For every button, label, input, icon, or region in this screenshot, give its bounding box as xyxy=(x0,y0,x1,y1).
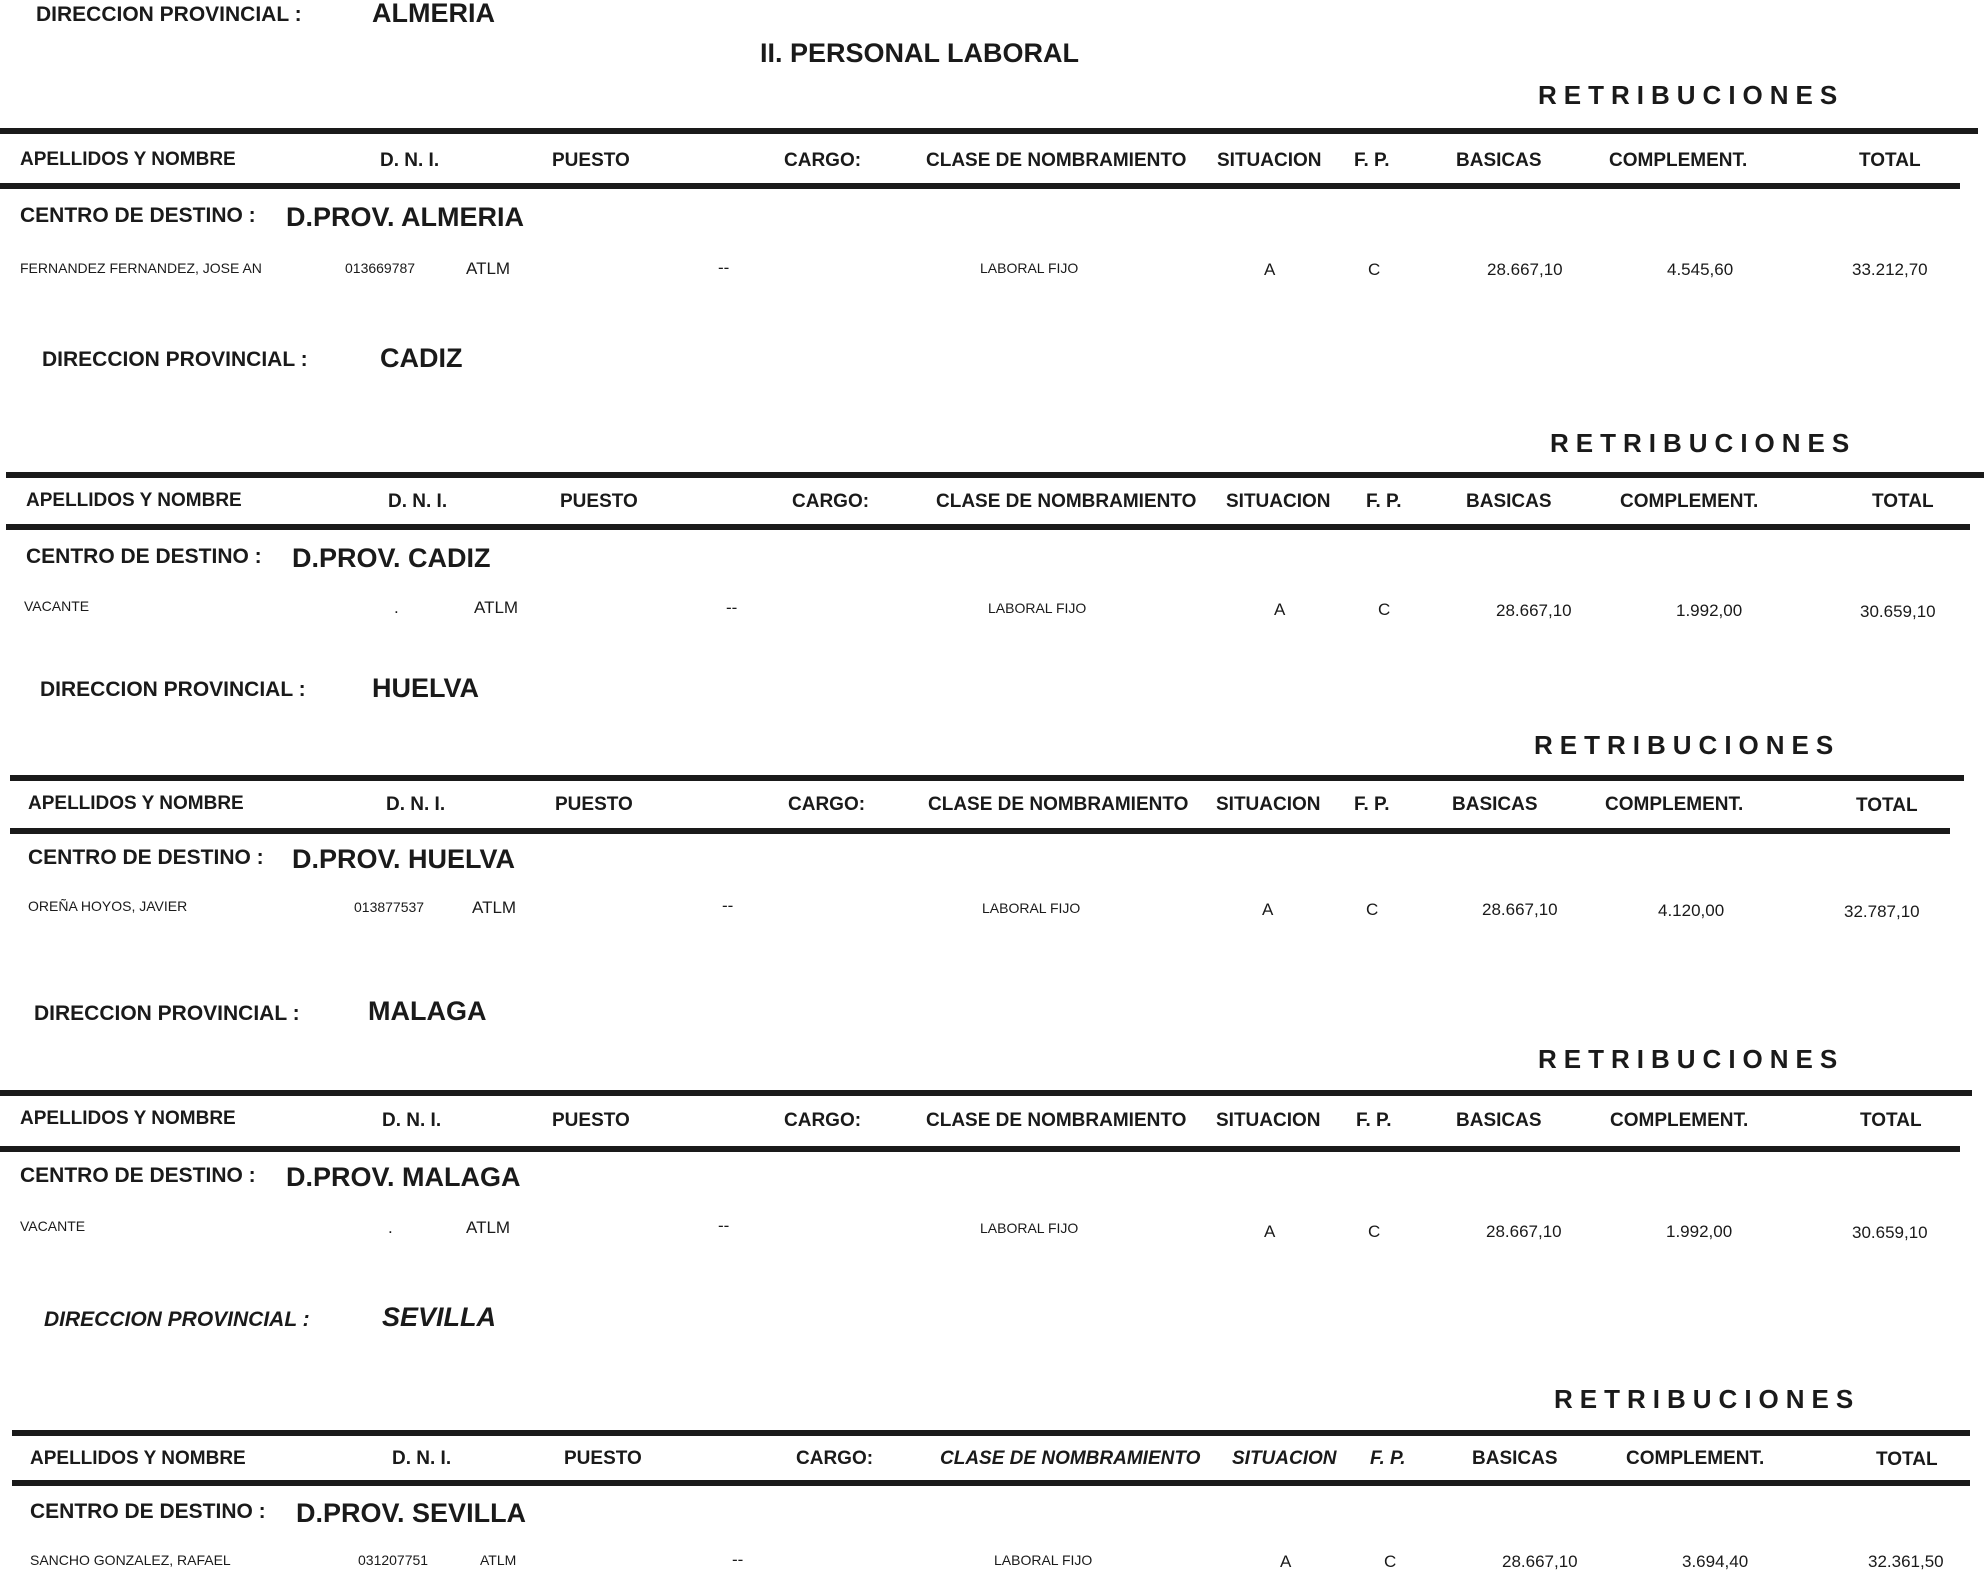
row-clase: LABORAL FIJO xyxy=(988,600,1087,616)
col-situacion: SITUACION xyxy=(1216,794,1321,815)
row-clase: LABORAL FIJO xyxy=(994,1552,1093,1568)
row-puesto: ATLM xyxy=(480,1552,517,1568)
centro-label: CENTRO DE DESTINO : xyxy=(26,545,262,568)
centro-name: D.PROV. MALAGA xyxy=(286,1162,521,1192)
header-top-rule xyxy=(12,1430,1970,1436)
row-dni: . xyxy=(394,598,399,617)
row-basicas: 28.667,10 xyxy=(1487,260,1563,279)
dp-provincia: HUELVA xyxy=(372,673,479,703)
col-complement: COMPLEMENT. xyxy=(1610,1110,1749,1131)
row-nombre: VACANTE xyxy=(20,1218,86,1234)
col-complement: COMPLEMENT. xyxy=(1605,794,1744,815)
col-total: TOTAL xyxy=(1856,795,1918,816)
col-puesto: PUESTO xyxy=(560,491,638,512)
centro-label: CENTRO DE DESTINO : xyxy=(30,1500,266,1523)
row-fp: C xyxy=(1384,1552,1397,1571)
col-dni: D. N. I. xyxy=(392,1448,452,1469)
col-cargo: CARGO: xyxy=(788,794,866,815)
col-fp: F. P. xyxy=(1370,1448,1406,1469)
col-total: TOTAL xyxy=(1860,1110,1922,1131)
row-cargo: -- xyxy=(722,896,734,915)
dp-label: DIRECCION PROVINCIAL : xyxy=(40,678,306,701)
centro-label: CENTRO DE DESTINO : xyxy=(20,204,256,227)
col-situacion: SITUACION xyxy=(1216,1110,1321,1131)
row-dni: . xyxy=(388,1218,393,1237)
centro-name: D.PROV. CADIZ xyxy=(292,543,491,573)
col-apellidos: APELLIDOS Y NOMBRE xyxy=(30,1448,246,1469)
col-cargo: CARGO: xyxy=(784,1110,862,1131)
row-nombre: VACANTE xyxy=(24,598,90,614)
header-bottom-rule xyxy=(10,828,1950,834)
row-total: 30.659,10 xyxy=(1860,602,1936,621)
dp-provincia: CADIZ xyxy=(380,343,463,373)
row-clase: LABORAL FIJO xyxy=(982,900,1081,916)
col-clase: CLASE DE NOMBRAMIENTO xyxy=(928,794,1189,815)
retribuciones-heading: RETRIBUCIONES xyxy=(1538,80,1845,110)
col-cargo: CARGO: xyxy=(796,1448,874,1469)
row-puesto: ATLM xyxy=(474,598,519,617)
col-puesto: PUESTO xyxy=(555,794,633,815)
col-clase: CLASE DE NOMBRAMIENTO xyxy=(926,1110,1187,1131)
header-top-rule xyxy=(0,1090,1972,1096)
row-situacion: A xyxy=(1262,900,1274,919)
col-complement: COMPLEMENT. xyxy=(1626,1448,1765,1469)
row-fp: C xyxy=(1378,600,1391,619)
row-nombre: SANCHO GONZALEZ, RAFAEL xyxy=(30,1552,231,1568)
header-bottom-rule xyxy=(0,1146,1960,1152)
centro-label: CENTRO DE DESTINO : xyxy=(28,846,264,869)
col-clase: CLASE DE NOMBRAMIENTO xyxy=(936,491,1197,512)
col-cargo: CARGO: xyxy=(784,150,862,171)
row-cargo: -- xyxy=(732,1550,744,1569)
row-total: 32.361,50 xyxy=(1868,1552,1944,1571)
centro-name: D.PROV. SEVILLA xyxy=(296,1498,527,1528)
retribuciones-heading: RETRIBUCIONES xyxy=(1550,428,1857,458)
col-dni: D. N. I. xyxy=(388,491,448,512)
col-total: TOTAL xyxy=(1859,150,1921,171)
row-basicas: 28.667,10 xyxy=(1486,1222,1562,1241)
col-basicas: BASICAS xyxy=(1452,794,1538,815)
dp-label: DIRECCION PROVINCIAL : xyxy=(36,3,302,26)
dp-provincia: MALAGA xyxy=(368,996,487,1026)
row-complement: 4.120,00 xyxy=(1658,901,1725,920)
row-nombre: OREÑA HOYOS, JAVIER xyxy=(28,898,188,914)
col-total: TOTAL xyxy=(1872,491,1934,512)
row-total: 30.659,10 xyxy=(1852,1223,1928,1242)
row-clase: LABORAL FIJO xyxy=(980,260,1079,276)
dp-label: DIRECCION PROVINCIAL : xyxy=(34,1002,300,1025)
col-fp: F. P. xyxy=(1354,150,1390,171)
row-situacion: A xyxy=(1264,260,1276,279)
dp-label: DIRECCION PROVINCIAL : xyxy=(42,348,308,371)
col-basicas: BASICAS xyxy=(1472,1448,1558,1469)
col-complement: COMPLEMENT. xyxy=(1620,491,1759,512)
dp-provincia: SEVILLA xyxy=(382,1302,497,1332)
col-fp: F. P. xyxy=(1356,1110,1392,1131)
col-dni: D. N. I. xyxy=(386,794,446,815)
col-fp: F. P. xyxy=(1366,491,1402,512)
row-puesto: ATLM xyxy=(466,1218,511,1237)
row-complement: 3.694,40 xyxy=(1682,1552,1749,1571)
col-puesto: PUESTO xyxy=(564,1448,642,1469)
row-total: 33.212,70 xyxy=(1852,260,1928,279)
col-apellidos: APELLIDOS Y NOMBRE xyxy=(28,793,244,814)
col-clase: CLASE DE NOMBRAMIENTO xyxy=(926,150,1187,171)
row-fp: C xyxy=(1368,260,1381,279)
centro-name: D.PROV. HUELVA xyxy=(292,844,516,874)
row-total: 32.787,10 xyxy=(1844,902,1920,921)
col-basicas: BASICAS xyxy=(1456,150,1542,171)
row-situacion: A xyxy=(1264,1222,1276,1241)
row-puesto: ATLM xyxy=(472,898,517,917)
header-bottom-rule xyxy=(6,524,1970,530)
row-basicas: 28.667,10 xyxy=(1482,900,1558,919)
col-basicas: BASICAS xyxy=(1456,1110,1542,1131)
col-cargo: CARGO: xyxy=(792,491,870,512)
header-bottom-rule xyxy=(0,183,1960,189)
row-fp: C xyxy=(1366,900,1379,919)
page-title: II. PERSONAL LABORAL xyxy=(760,38,1080,68)
col-apellidos: APELLIDOS Y NOMBRE xyxy=(20,149,236,170)
row-situacion: A xyxy=(1274,600,1286,619)
col-situacion: SITUACION xyxy=(1226,491,1331,512)
row-complement: 1.992,00 xyxy=(1666,1222,1733,1241)
row-dni: 031207751 xyxy=(358,1552,429,1568)
centro-label: CENTRO DE DESTINO : xyxy=(20,1164,256,1187)
dp-provincia: ALMERIA xyxy=(372,0,495,28)
row-basicas: 28.667,10 xyxy=(1502,1552,1578,1571)
row-situacion: A xyxy=(1280,1552,1292,1571)
row-cargo: -- xyxy=(718,258,730,277)
header-top-rule xyxy=(6,472,1984,478)
row-clase: LABORAL FIJO xyxy=(980,1220,1079,1236)
row-cargo: -- xyxy=(718,1216,730,1235)
col-puesto: PUESTO xyxy=(552,150,630,171)
centro-name: D.PROV. ALMERIA xyxy=(286,202,525,232)
row-puesto: ATLM xyxy=(466,259,511,278)
row-nombre: FERNANDEZ FERNANDEZ, JOSE AN xyxy=(20,260,262,276)
row-dni: 013669787 xyxy=(345,260,416,276)
header-bottom-rule xyxy=(12,1480,1970,1486)
row-cargo: -- xyxy=(726,598,738,617)
row-complement: 4.545,60 xyxy=(1667,260,1734,279)
header-top-rule xyxy=(10,775,1964,781)
row-fp: C xyxy=(1368,1222,1381,1241)
col-dni: D. N. I. xyxy=(382,1110,442,1131)
col-fp: F. P. xyxy=(1354,794,1390,815)
col-complement: COMPLEMENT. xyxy=(1609,150,1748,171)
col-total: TOTAL xyxy=(1876,1449,1938,1470)
retribuciones-heading: RETRIBUCIONES xyxy=(1538,1044,1845,1074)
row-complement: 1.992,00 xyxy=(1676,601,1743,620)
col-situacion: SITUACION xyxy=(1232,1448,1337,1469)
col-dni: D. N. I. xyxy=(380,150,440,171)
dp-label: DIRECCION PROVINCIAL : xyxy=(44,1308,310,1331)
row-dni: 013877537 xyxy=(354,899,425,915)
header-top-rule xyxy=(0,128,1978,134)
col-puesto: PUESTO xyxy=(552,1110,630,1131)
row-basicas: 28.667,10 xyxy=(1496,601,1572,620)
col-apellidos: APELLIDOS Y NOMBRE xyxy=(26,490,242,511)
col-clase: CLASE DE NOMBRAMIENTO xyxy=(940,1448,1201,1469)
col-situacion: SITUACION xyxy=(1217,150,1322,171)
col-apellidos: APELLIDOS Y NOMBRE xyxy=(20,1108,236,1129)
retribuciones-heading: RETRIBUCIONES xyxy=(1534,730,1841,760)
col-basicas: BASICAS xyxy=(1466,491,1552,512)
retribuciones-heading: RETRIBUCIONES xyxy=(1554,1384,1861,1414)
